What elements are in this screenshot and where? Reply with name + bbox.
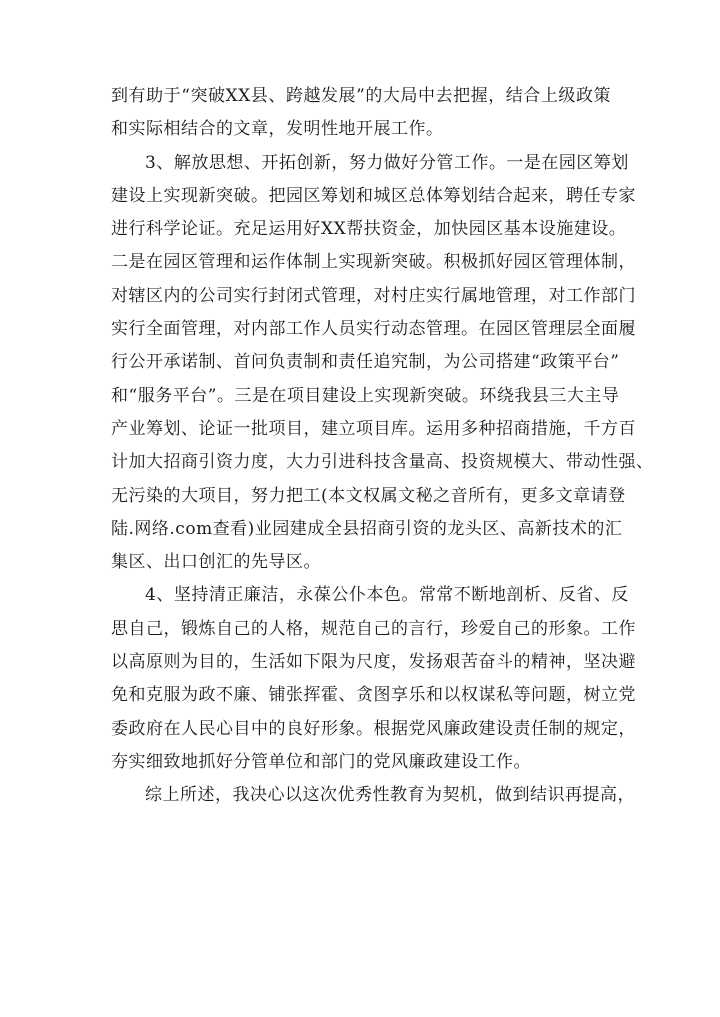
text-line: 到有助于“突破XX县、跨越发展”的大局中去把握，结合上级政策 [111, 86, 611, 106]
text-line: 进行科学论证。充足运用好XX帮扶资金，加快园区基本设施建设。 [111, 219, 627, 240]
text-line: 二是在园区管理和运作体制上实现新突破。积极抓好园区管理体制， [111, 252, 636, 273]
text-line: 无污染的大项目，努力把工(本文权属文秘之音所有，更多文章请登 [111, 485, 626, 506]
text-line: 实行全面管理，对内部工作人员实行动态管理。在园区管理层全面履 [111, 319, 636, 340]
text-line: 思自己，锻炼自己的人格，规范自己的言行，珍爱自己的形象。工作 [111, 618, 636, 639]
text-line: 产业筹划、论证一批项目，建立项目库。运用多种招商措施，千方百 [111, 418, 636, 439]
text-line: 集区、出口创汇的先导区。 [111, 552, 321, 573]
document-body [111, 80, 654, 813]
text-line: 3、解放思想、开拓创新，努力做好分管工作。一是在园区筹划 [145, 152, 629, 173]
text-line: 行公开承诺制、首问负责制和责任追究制，为公司搭建“政策平台” [111, 352, 620, 373]
text-line: 和“服务平台”。三是在项目建设上实现新突破。环绕我县三大主导 [111, 385, 620, 406]
text-line: 建设上实现新突破。把园区筹划和城区总体筹划结合起来，聘任专家 [111, 185, 636, 206]
text-line: 委政府在人民心目中的良好形象。根据党风廉政建设责任制的规定， [111, 718, 636, 739]
text-line: 夯实细致地抓好分管单位和部门的党风廉政建设工作。 [111, 751, 531, 772]
text-line: 以高原则为目的，生活如下限为尺度，发扬艰苦奋斗的精神，坚决避 [111, 652, 636, 673]
text-line: 免和克服为政不廉、铺张挥霍、贪图享乐和以权谋私等问题，树立党 [111, 685, 636, 706]
text-line: 对辖区内的公司实行封闭式管理，对村庄实行属地管理，对工作部门 [111, 285, 636, 306]
text-line: 陆.网络.com查看)业园建成全县招商引资的龙头区、高新技术的汇 [111, 518, 623, 539]
text-line: 综上所述，我决心以这次优秀性教育为契机，做到结识再提高， [145, 785, 635, 806]
text-line: 4、坚持清正廉洁，永葆公仆本色。常常不断地剖析、反省、反 [145, 585, 629, 606]
text-line: 计加大招商引资力度，大力引进科技含量高、投资规模大、带动性强、 [111, 452, 654, 473]
text-line: 和实际相结合的文章，发明性地开展工作。 [111, 119, 444, 140]
